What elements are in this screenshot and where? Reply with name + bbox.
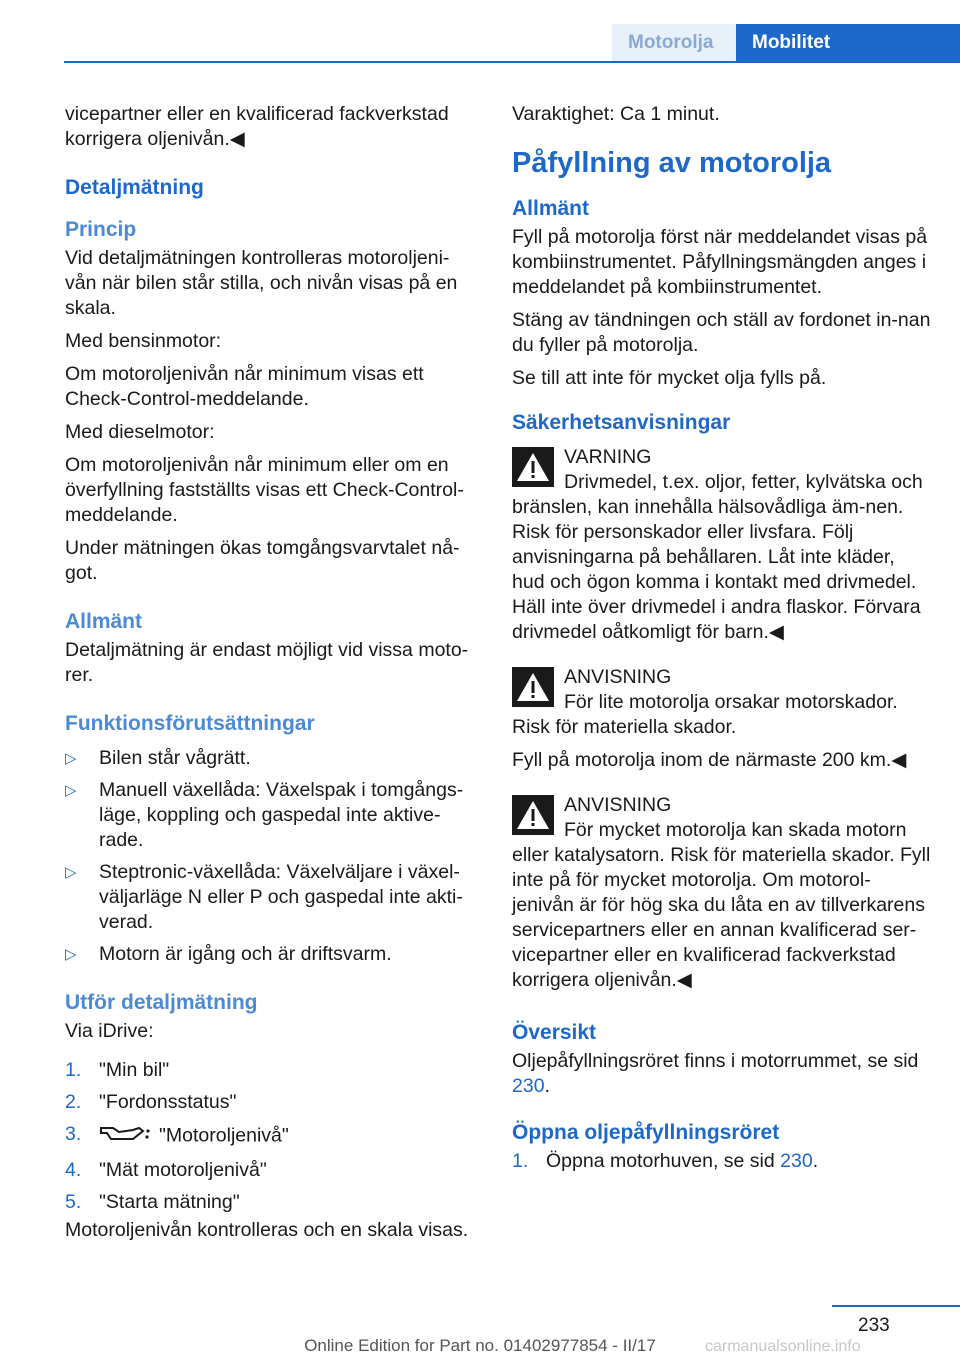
notice-block [512,793,932,993]
allmant-right-paragraph-3: Se till att inte för mycket olja fylls på. [512,367,827,389]
heading-funktionsforutsattningar: Funktionsförutsättningar [65,712,315,735]
step-text: "Fordonsstatus" [99,1091,237,1113]
page-link[interactable]: 230 [780,1150,813,1172]
heading-detaljmatning: Detaljmätning [65,176,204,199]
watermark: carmanualsonline.info [705,1338,861,1355]
open-steps [512,1149,932,1174]
step-number: 4. [65,1159,82,1181]
list-item-text: Bilen står vågrätt. [99,747,251,769]
list-item [65,860,477,935]
bullet-triangle-icon: ▷ [65,946,77,963]
step-item [65,1058,477,1083]
step-item [65,1190,477,1215]
tab-chapter-label: Mobilitet [752,32,831,53]
intro-text: vicepartner eller en kvalificerad fackverkstad korrigera oljenivån.◀ [65,103,449,150]
edition-text: Online Edition for Part no. 01402977854 - II/17 [304,1336,656,1355]
princip-paragraph-5: Om motoroljenivån når minimum eller om en överfyllning fastställts visas ett Check-Control-meddelande. [65,454,464,526]
step-text-end: . [812,1150,819,1172]
princip-paragraph-3: Om motoroljenivån når minimum visas ett Check-Control-meddelande. [65,363,424,410]
step-text: "Min bil" [99,1059,170,1081]
heading-allmant-right: Allmänt [512,197,590,220]
footer-divider [832,1305,960,1307]
duration-text: Varaktighet: Ca 1 minut. [512,103,720,125]
step-item [65,1090,477,1115]
heading-sakerhetsanvisningar: Säkerhetsanvisningar [512,411,731,434]
allmant-right-paragraph-2: Stäng av tändningen och ställ av fordonet in-nan du fyller på motorolja. [512,309,931,356]
list-item-text: Steptronic-växellåda: Växelväljare i växel-väljarläge N eller P och gaspedal inte akti-verad. [99,861,463,933]
oversikt-text: Oljepåfyllningsröret finns i motorrummet, se sid [512,1050,919,1072]
allmant-right-paragraph-1: Fyll på motorolja först när meddelandet visas på kombiinstrumentet. Påfyllningsmängden anges i meddelandet på kombiinstrumentet. [512,226,928,298]
step-item [65,1122,477,1151]
prerequisite-list [65,746,477,967]
step-item [65,1158,477,1183]
list-item [65,942,477,967]
notice-block [512,665,932,740]
warning-text: Drivmedel, t.ex. oljor, fetter, kylvätska och bränslen, kan innehålla hälsovådliga äm-nen. Risk för personskador eller livsfara. Följ anvisningarna på behållaren. Låt inte kläder, hud och ögon komma i kontakt med drivmedel. Häll inte över drivmedel i andra flaskor. Förvara drivmedel oåtkomligt för barn.◀ [512,471,923,643]
utfor-paragraph: Via iDrive: [65,1020,154,1042]
oversikt-text-end: . [544,1075,550,1097]
tab-section [612,24,736,62]
step-item [512,1149,932,1174]
step-number: 5. [65,1191,82,1213]
list-item-text: Manuell växellåda: Växelspak i tomgångs-läge, koppling och gaspedal inte aktive-rade. [99,779,464,851]
tab-chapter [736,24,960,62]
notice-text: För lite motorolja orsakar motorskador. Risk för materiella skador. [512,691,898,738]
oversikt-paragraph [512,1049,932,1099]
tab-section-label: Motorolja [628,32,714,53]
heading-utfor-detaljmatning: Utför detaljmätning [65,991,258,1014]
warning-triangle-icon [512,447,554,487]
right-column [512,102,932,1181]
allmant-left-paragraph: Detaljmätning är endast möjligt vid vissa moto-rer. [65,639,469,686]
left-column [65,102,477,1251]
bullet-triangle-icon: ▷ [65,864,77,881]
bullet-triangle-icon: ▷ [65,750,77,767]
heading-allmant-left: Allmänt [65,610,143,633]
list-item [65,778,477,853]
princip-paragraph-1: Vid detaljmätningen kontrolleras motoroljeni-vån när bilen står stilla, och nivån visas på en skala. [65,247,458,319]
notice-triangle-icon [512,795,554,835]
step-text: "Mät motoroljenivå" [99,1159,267,1181]
step-text: "Motoroljenivå" [159,1124,289,1147]
page-link[interactable]: 230 [512,1075,545,1097]
oil-level-icon [99,1122,151,1151]
heading-pafyllning: Påfyllning av motorolja [512,147,832,179]
page-number: 233 [858,1315,890,1336]
princip-paragraph-6: Under mätningen ökas tomgångsvarvtalet nå-got. [65,537,460,584]
notice-text: För mycket motorolja kan skada motorn eller katalysatorn. Risk för materiella skador. Fyll inte på för mycket motorolja. Om motorol-jenivån är för hög ska du låta en av tillverkarens servicepartners eller en annan kvalificerad ser-vicepartner eller en kvalificerad fackverkstad korrigera oljenivån.◀ [512,819,931,991]
step-text: "Starta mätning" [99,1191,240,1213]
notice-title: ANVISNING [564,666,672,688]
header-divider [64,61,960,63]
step-number: 3. [65,1123,82,1145]
notice-text-2: Fyll på motorolja inom de närmaste 200 km.◀ [512,749,907,771]
warning-title: VARNING [564,446,652,468]
bullet-triangle-icon: ▷ [65,782,77,799]
step-text: Öppna motorhuven, se sid [546,1150,781,1172]
notice-triangle-icon [512,667,554,707]
idrive-steps [65,1058,477,1215]
notice-title: ANVISNING [564,794,672,816]
warning-block [512,445,932,645]
step-number: 1. [65,1059,82,1081]
list-item-text: Motorn är igång och är driftsvarm. [99,943,392,965]
princip-paragraph-2: Med bensinmotor: [65,330,222,352]
outro-text: Motoroljenivån kontrolleras och en skala visas. [65,1219,469,1241]
step-number: 2. [65,1091,82,1113]
heading-oppna: Öppna oljepåfyllningsröret [512,1121,780,1144]
princip-paragraph-4: Med dieselmotor: [65,421,215,443]
step-number: 1. [512,1150,529,1172]
list-item [65,746,477,771]
heading-princip: Princip [65,218,137,241]
heading-oversikt: Översikt [512,1021,597,1044]
